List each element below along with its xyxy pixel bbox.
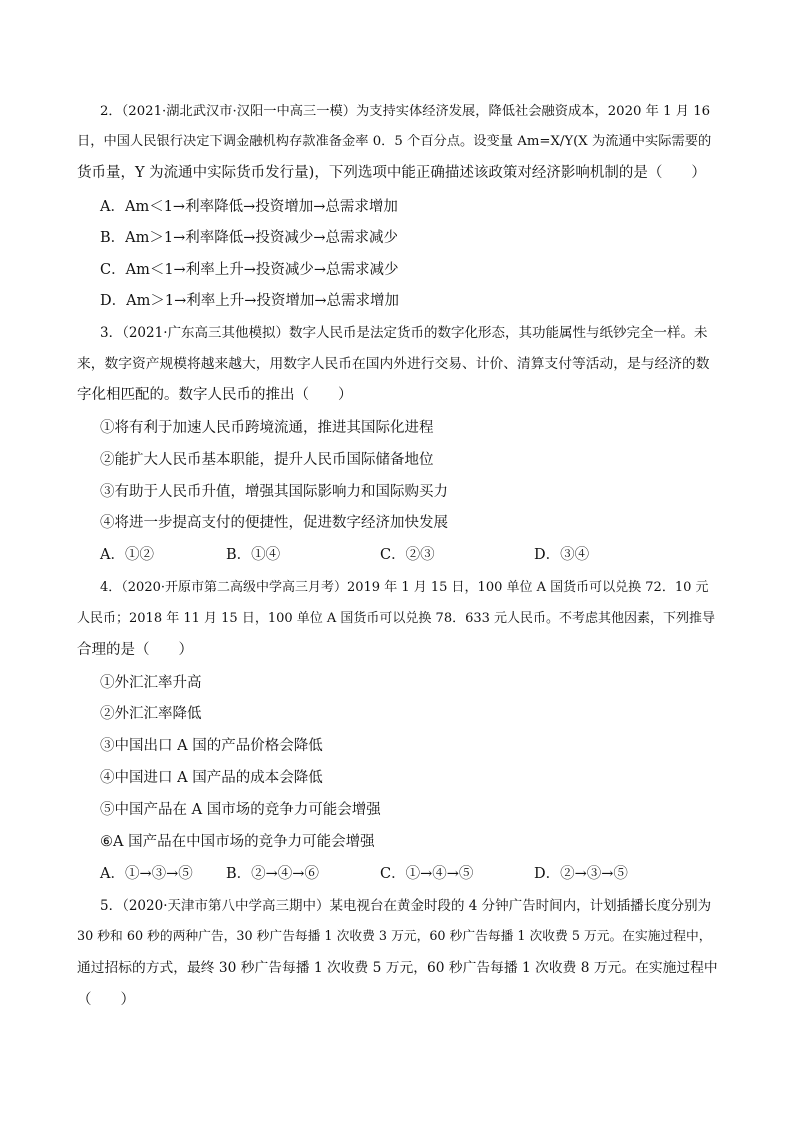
q3-statement-2: ②能扩大人民币基本职能，提升人民币国际储备地位 [100, 452, 434, 468]
q2-stem-line-2: 日，中国人民银行决定下调金融机构存款准备金率 0．5 个百分点。设变量 Am=X/Y(X 为流通中实际需要的 [77, 134, 712, 149]
q4-choice-c: C．①→④→⑤ [380, 866, 474, 882]
q5-stem-line-1: 5．（2020·天津市第八中学高三期中）某电视台在黄金时段的 4 分钟广告时间内，计划插播长度分别为 [100, 898, 712, 914]
q5-stem-line-3: 通过招标的方式，最终 30 秒广告每播 1 次收费 5 万元，60 秒广告每播 1 次收费 8 万元。在实施过程中 [77, 960, 718, 976]
q4-choice-b: B．②→④→⑥ [226, 866, 319, 882]
q3-choice-c: C．②③ [380, 547, 435, 563]
q4-choice-a: A．①→③→⑤ [100, 866, 193, 882]
q2-stem-line-3: 货币量，Y 为流通中实际货币发行量)，下列选项中能正确描述该政策对经济影响机制的是（ ） [77, 165, 706, 181]
q4-statement-1: ①外汇汇率升高 [100, 675, 202, 691]
q3-stem-line-3: 字化相匹配的。数字人民币的推出（ ） [77, 387, 353, 403]
q2-option-b: B．Am＞1→利率降低→投资减少→总需求减少 [100, 230, 399, 246]
q4-statement-2: ②外汇汇率降低 [100, 706, 202, 722]
q4-stem-line-1: 4．（2020·开原市第二高级中学高三月考）2019 年 1 月 15 日，100 单位 A 国货币可以兑换 72．10 元 [100, 580, 709, 595]
q5-stem-line-4: （ ） [77, 992, 135, 1008]
q4-stem-line-2: 人民币；2018 年 11 月 15 日，100 单位 A 国货币可以兑换 78．633 元人民币。不考虑其他因素，下列推导 [77, 611, 716, 626]
q4-statement-6: ⑥A 国产品在中国市场的竞争力可能会增强 [100, 834, 375, 850]
q3-stem-line-2: 来，数字资产规模将越来越大，用数字人民币在国内外进行交易、计价、清算支付等活动，是与经济的数 [77, 356, 710, 372]
q3-choice-b: B．①④ [226, 547, 281, 563]
q3-stem-line-1: 3．（2021·广东高三其他模拟）数字人民币是法定货币的数字化形态，其功能属性与纸钞完全一样。未 [100, 325, 708, 341]
q4-statement-5: ⑤中国产品在 A 国市场的竞争力可能会增强 [100, 802, 381, 818]
q4-choice-d: D．②→③→⑤ [534, 866, 628, 882]
q2-stem-line-1: 2．（2021·湖北武汉市·汉阳一中高三一模）为支持实体经济发展，降低社会融资成本，2020 年 1 月 16 [100, 104, 711, 119]
q5-stem-line-2: 30 秒和 60 秒的两种广告，30 秒广告每播 1 次收费 3 万元，60 秒广告每播 1 次收费 5 万元。在实施过程中， [77, 929, 712, 944]
q3-statement-3: ③有助于人民币升值，增强其国际影响力和国际购买力 [100, 484, 448, 500]
q4-statement-4: ④中国进口 A 国产品的成本会降低 [100, 770, 323, 786]
q4-stem-line-3: 合理的是（ ） [77, 642, 193, 658]
q2-option-a: A．Am＜1→利率降低→投资增加→总需求增加 [100, 199, 398, 215]
q4-statement-3: ③中国出口 A 国的产品价格会降低 [100, 738, 323, 754]
q3-choice-d: D．③④ [534, 547, 590, 563]
q3-statement-4: ④将进一步提高支付的便捷性，促进数字经济加快发展 [100, 515, 448, 531]
q3-statement-1: ①将有利于加速人民币跨境流通，推进其国际化进程 [100, 420, 434, 436]
q3-choice-a: A．①② [100, 547, 154, 563]
q2-option-d: D．Am＞1→利率上升→投资增加→总需求增加 [100, 293, 400, 309]
q2-option-c: C．Am＜1→利率上升→投资减少→总需求减少 [100, 262, 399, 278]
